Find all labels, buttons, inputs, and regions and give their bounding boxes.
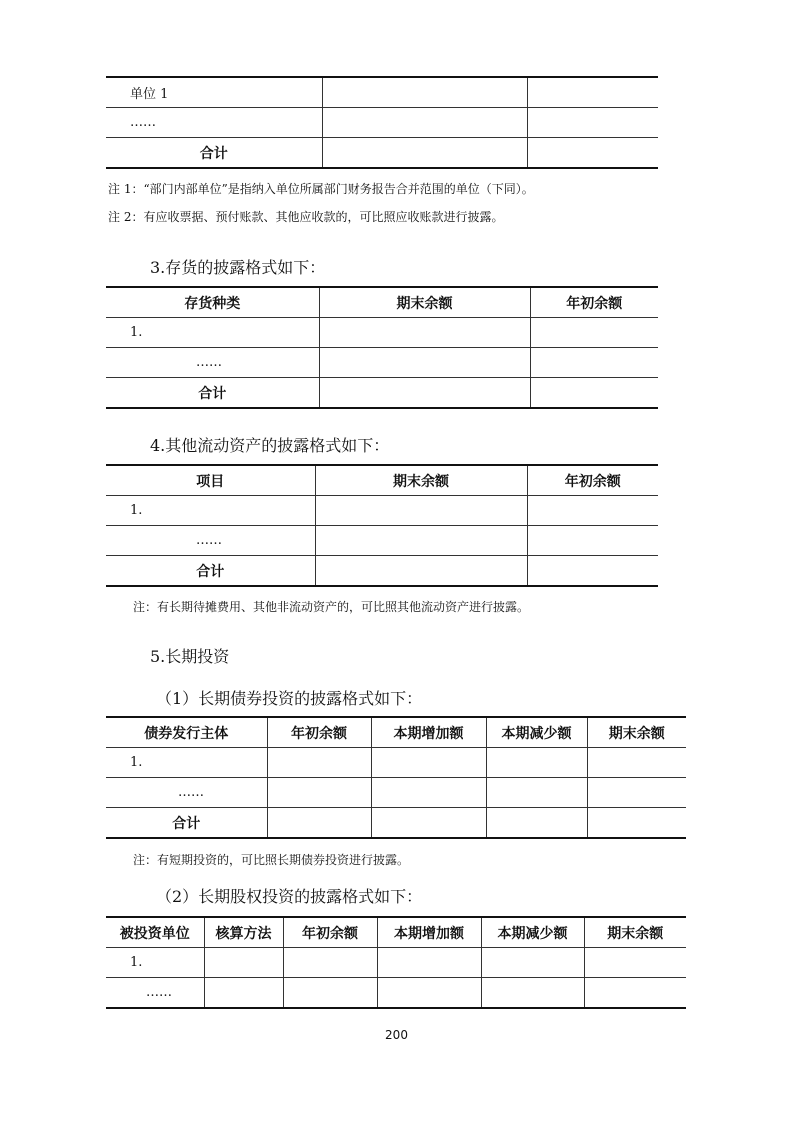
long-term-bond-table [106,716,686,839]
note-4: 注：有长期待摊费用、其他非流动资产的，可比照其他流动资产进行披露。 [133,600,530,614]
column-header: 年初余额 [530,287,658,318]
table-row: 1. [106,496,658,526]
row-label: 单位 1 [106,77,322,108]
table-row [106,138,658,169]
column-header: 本期增加额 [371,717,486,748]
column-header: 存货种类 [106,287,319,318]
note-2: 注 2：有应收票据、预付账款、其他应收款的，可比照应收账款进行披露。 [108,210,504,224]
table-header-row [106,465,658,496]
column-header: 被投资单位 [106,917,204,948]
column-header: 年初余额 [527,465,658,496]
table-row: …… [106,348,658,378]
table-row: 合计 [106,808,686,839]
receivables-table [106,76,658,169]
table-row: …… [106,978,686,1009]
long-term-equity-table [106,916,686,1009]
column-header: 期末余额 [584,917,686,948]
column-header: 项目 [106,465,315,496]
column-header: 本期减少额 [486,717,587,748]
section-3-heading: 3.存货的披露格式如下： [150,258,326,277]
column-header: 期末余额 [315,465,527,496]
table-header-row [106,717,686,748]
other-current-assets-table [106,464,658,587]
table-header-row [106,917,686,948]
note-1: 注 1：“部门内部单位”是指纳入单位所属部门财务报告合并范围的单位（下同）。 [108,182,534,196]
section-5-1-heading: （1）长期债券投资的披露格式如下： [156,689,423,708]
section-4-heading: 4.其他流动资产的披露格式如下： [150,436,390,455]
table-row [106,108,658,138]
table-row: 合计 [106,556,658,587]
page-number: 200 [385,1028,408,1042]
column-header: 年初余额 [267,717,371,748]
table-row: 1. [106,748,686,778]
table-row: …… [106,778,686,808]
table-row: 1. [106,948,686,978]
inventory-table [106,286,658,409]
column-header: 债券发行主体 [106,717,267,748]
table-row: 1. [106,318,658,348]
table-row: …… [106,526,658,556]
total-label: 合计 [106,138,322,169]
column-header: 核算方法 [204,917,283,948]
column-header: 本期减少额 [481,917,584,948]
note-5a: 注：有短期投资的，可比照长期债券投资进行披露。 [133,853,410,867]
table-row: 合计 [106,378,658,409]
section-5-heading: 5.长期投资 [150,647,230,666]
column-header: 期末余额 [587,717,686,748]
table-row [106,77,658,108]
table-header-row [106,287,658,318]
row-label: …… [106,108,322,138]
column-header: 年初余额 [283,917,377,948]
column-header: 期末余额 [319,287,530,318]
column-header: 本期增加额 [377,917,481,948]
section-5-2-heading: （2）长期股权投资的披露格式如下： [156,887,423,906]
